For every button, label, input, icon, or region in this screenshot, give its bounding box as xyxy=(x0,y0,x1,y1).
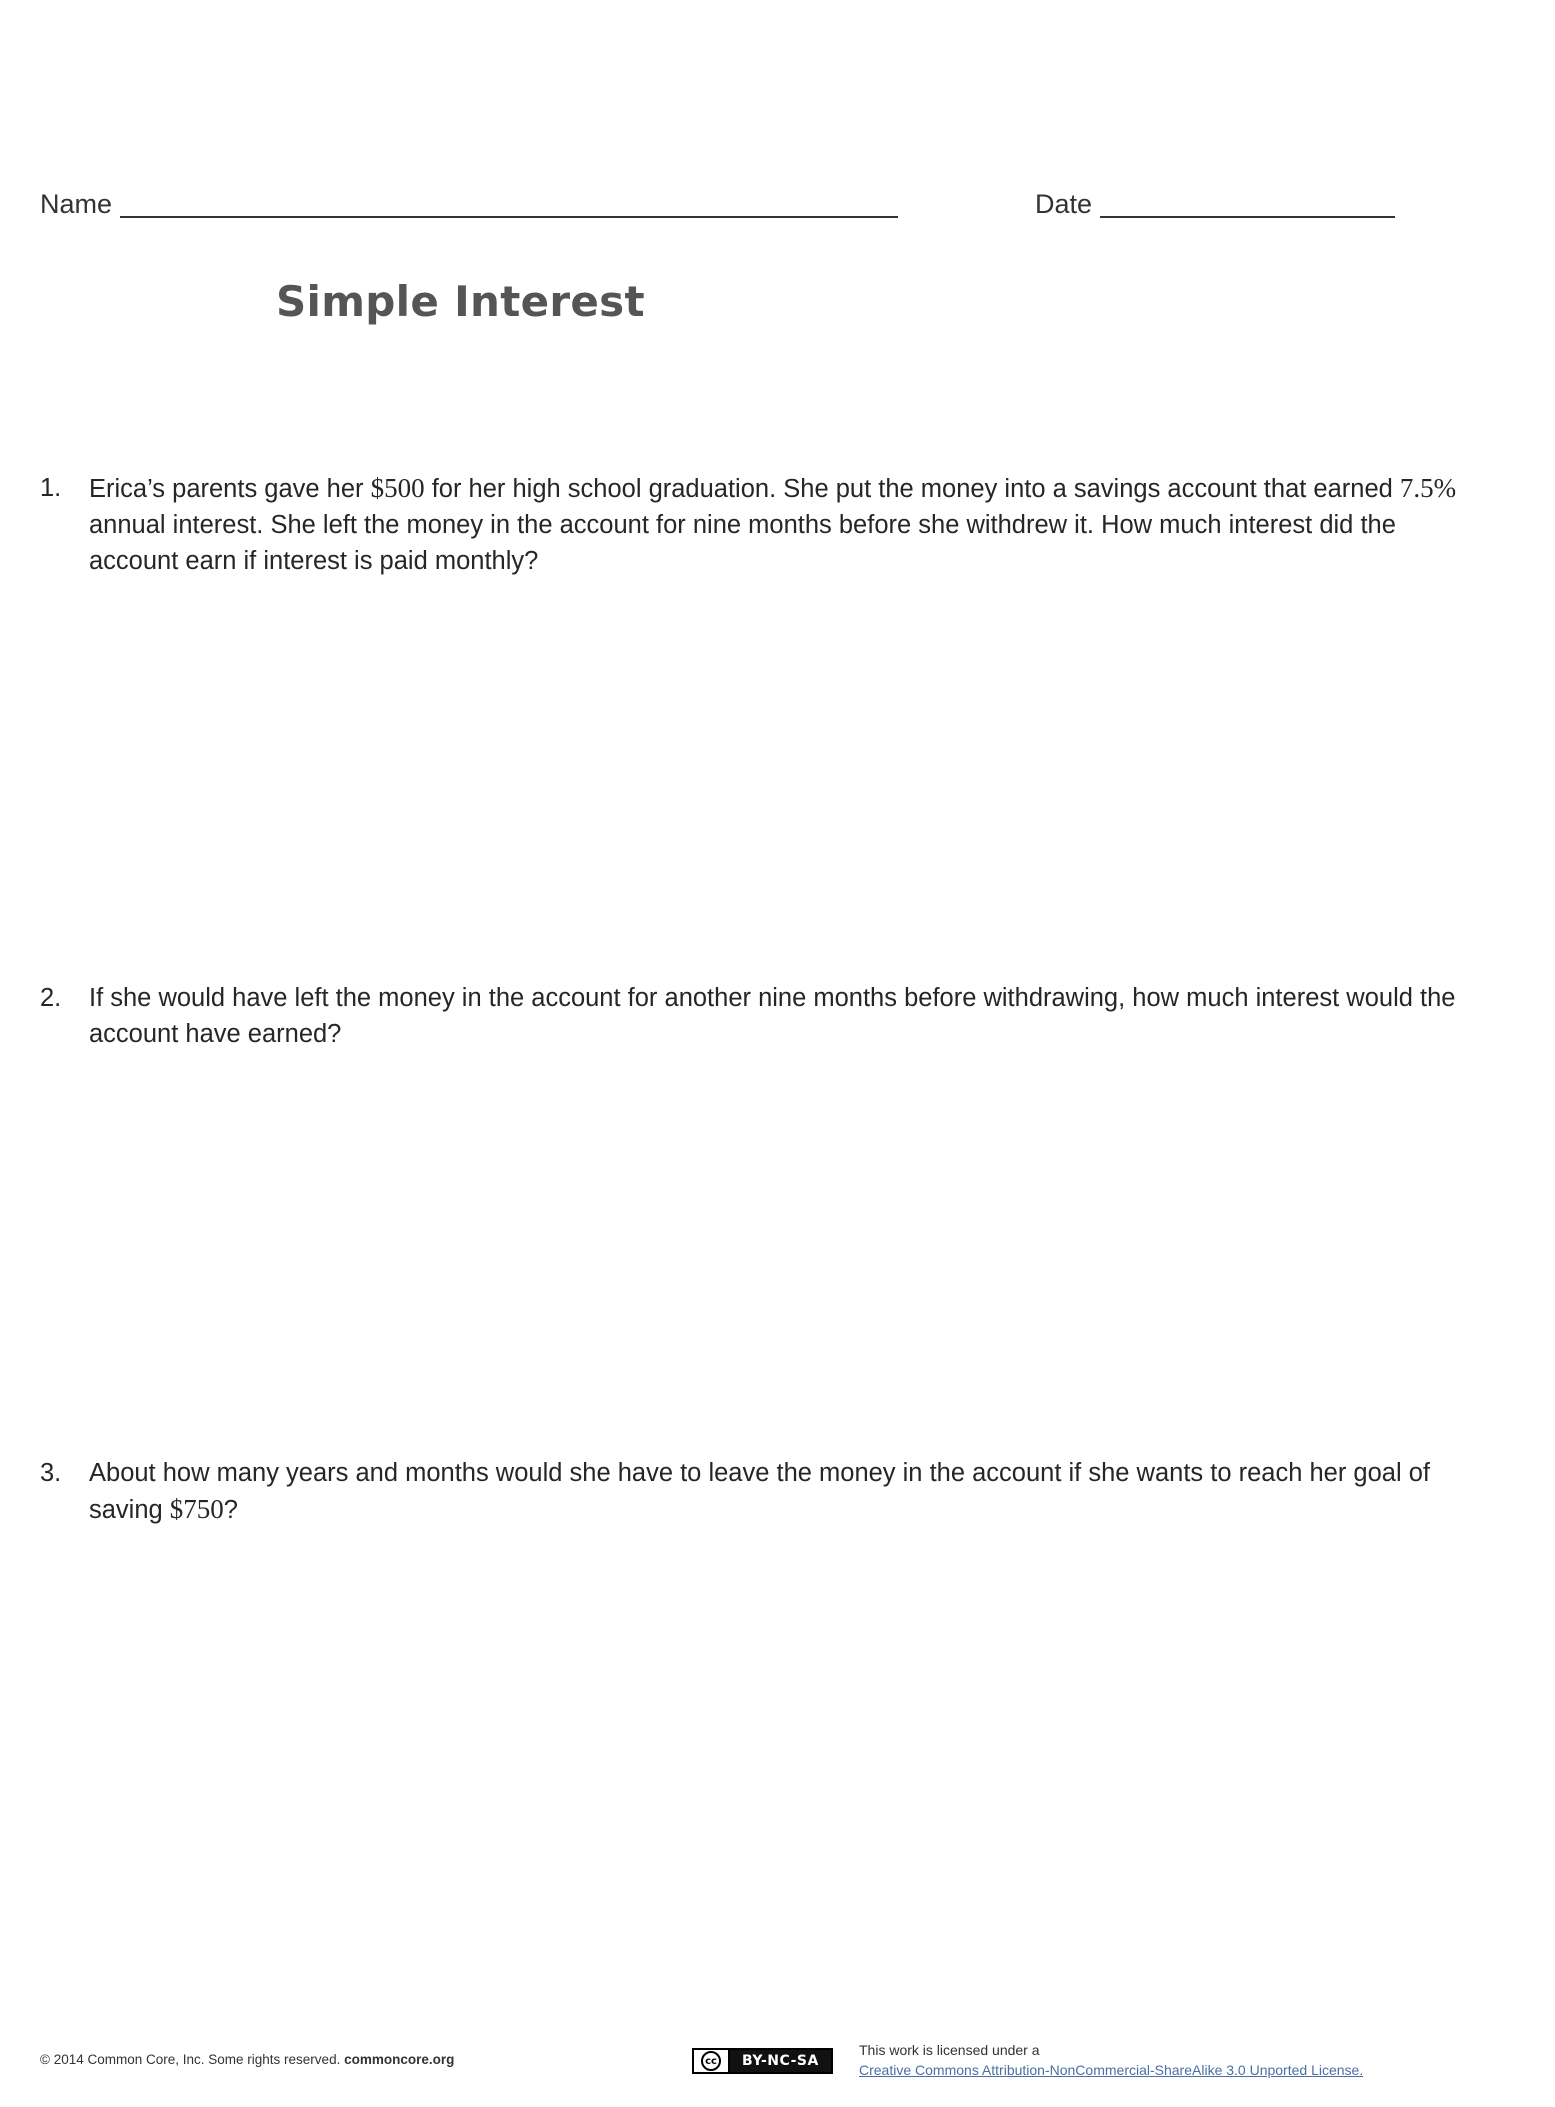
cc-badge-label: BY-NC-SA xyxy=(742,2053,819,2069)
question-text xyxy=(89,1455,1459,1528)
name-field[interactable] xyxy=(120,216,898,218)
cc-icon xyxy=(694,2050,730,2072)
text-segment: About how many years and months would she have to leave the money in the account if she wants to reach her goal of saving xyxy=(89,1459,1430,1524)
text-segment: for her high school graduation. She put the money into a savings account that earned xyxy=(424,475,1400,503)
name-label: Name xyxy=(40,189,113,219)
question-number: 1. xyxy=(40,474,62,502)
text-segment: annual interest. She left the money in the account for nine months before she withdrew it. How much interest did the account earn if interest is paid monthly? xyxy=(89,511,1396,575)
question-text xyxy=(89,470,1459,579)
text-segment: If she would have left the money in the account for another nine months before withdrawing, how much interest would the account have earned? xyxy=(89,984,1456,1048)
math-amount: $750 xyxy=(169,1494,224,1524)
math-amount: $500 xyxy=(370,473,425,503)
license-line: This work is licensed under a xyxy=(859,2042,1040,2058)
cc-logo-text: cc xyxy=(701,2051,721,2071)
cc-license-badge[interactable] xyxy=(692,2048,833,2074)
license-link[interactable]: Creative Commons Attribution-NonCommercial-ShareAlike 3.0 Unported License. xyxy=(859,2062,1364,2078)
question-number: 3. xyxy=(40,1459,62,1487)
question-text xyxy=(89,980,1459,1052)
question-1 xyxy=(40,470,1459,579)
question-number: 2. xyxy=(40,984,62,1012)
question-2 xyxy=(40,980,1459,1052)
math-rate: 7.5% xyxy=(1399,473,1457,503)
question-3 xyxy=(40,1455,1459,1528)
page-title: Simple Interest xyxy=(276,277,645,326)
date-label: Date xyxy=(1035,189,1093,219)
copyright-text: © 2014 Common Core, Inc. Some rights reserved. xyxy=(40,2052,341,2067)
text-segment: ? xyxy=(223,1496,238,1524)
footer-copyright xyxy=(40,2052,454,2067)
date-field[interactable] xyxy=(1100,216,1395,218)
text-segment: Erica’s parents gave her xyxy=(89,475,371,503)
site-link[interactable]: commoncore.org xyxy=(344,2052,455,2067)
license-notice xyxy=(859,2040,1363,2080)
